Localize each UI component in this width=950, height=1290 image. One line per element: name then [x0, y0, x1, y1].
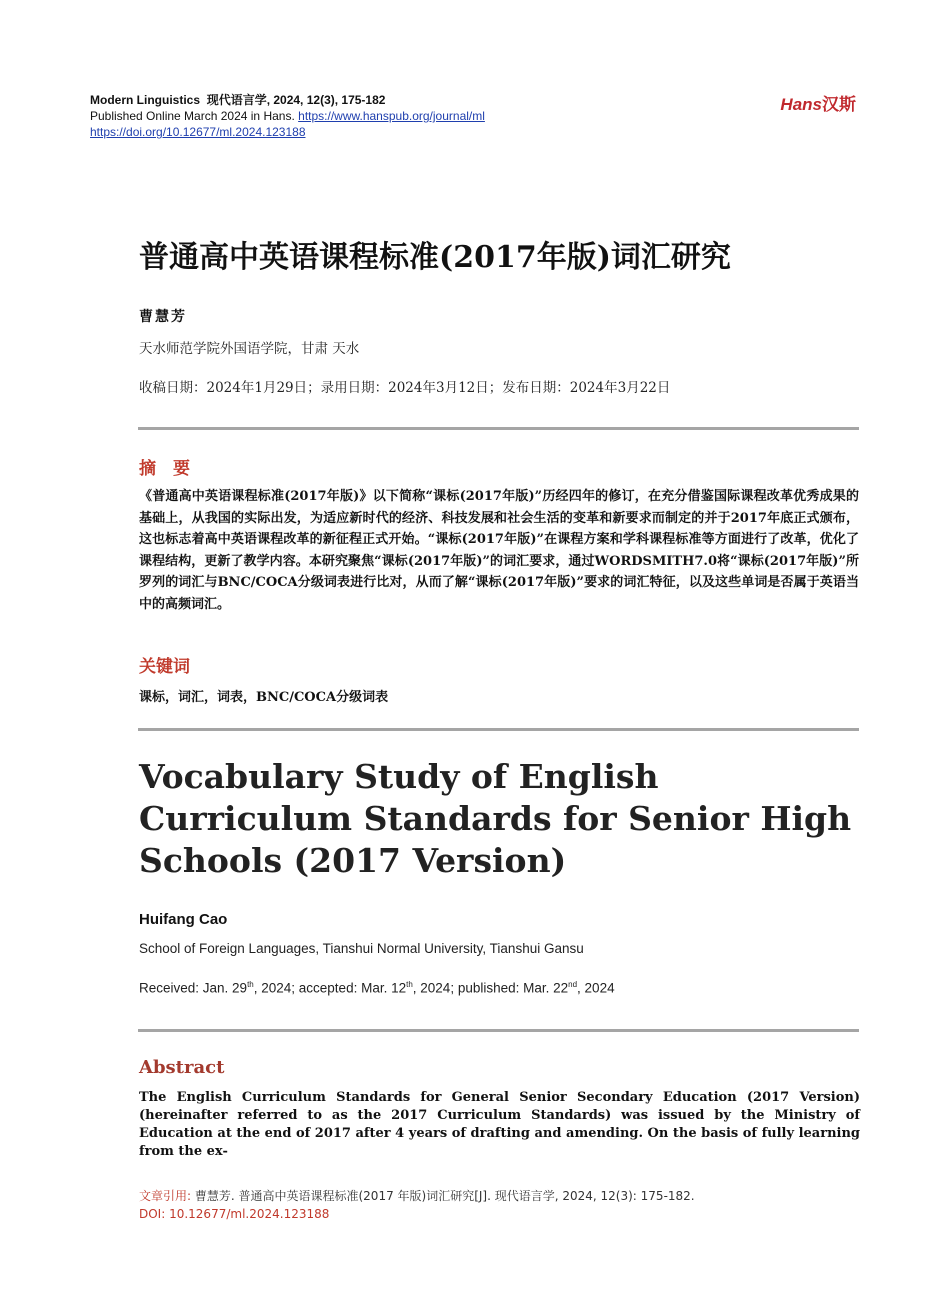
- doi-link[interactable]: https://doi.org/10.12677/ml.2024.123188: [90, 125, 306, 139]
- hans-logo: [780, 90, 856, 115]
- divider: [138, 427, 859, 430]
- cn-dates: 收稿日期：2024年1月29日；录用日期：2024年3月12日；发布日期：2024年3月22日: [139, 380, 671, 396]
- divider: [138, 1029, 859, 1032]
- citation-label: 文章引用:: [139, 1189, 192, 1203]
- year-end: , 2024: [577, 980, 615, 996]
- published-text: Published Online March 2024 in Hans.: [90, 109, 295, 123]
- cn-title: 普通高中英语课程标准(2017年版)词汇研究: [139, 240, 731, 275]
- en-abstract-heading: Abstract: [139, 1057, 225, 1078]
- published-sup: nd: [568, 980, 578, 989]
- cn-affiliation: 天水师范学院外国语学院，甘肃 天水: [139, 341, 360, 357]
- cn-keywords: 课标，词汇，词表，BNC/COCA分级词表: [139, 690, 389, 705]
- cn-abstract-heading: 摘 要: [139, 459, 190, 479]
- accepted-text: , 2024; accepted: Mar. 12: [253, 980, 407, 996]
- en-dates: [139, 980, 615, 996]
- received-sup: th: [247, 980, 254, 989]
- journal-header: [90, 92, 485, 140]
- cn-author: 曹慧芳: [139, 309, 187, 325]
- en-author: Huifang Cao: [139, 911, 228, 928]
- logo-cn-text: 汉斯: [822, 95, 856, 114]
- received-text: Received: Jan. 29: [139, 980, 248, 996]
- journal-link[interactable]: https://www.hanspub.org/journal/ml: [298, 109, 485, 123]
- journal-issue: 现代语言学, 2024, 12(3), 175-182: [206, 93, 386, 107]
- divider: [138, 728, 859, 731]
- citation-text: 曹慧芳. 普通高中英语课程标准(2017 年版)词汇研究[J]. 现代语言学, 2024, 12(3): 175-182.: [191, 1189, 695, 1203]
- citation-doi[interactable]: DOI: 10.12677/ml.2024.123188: [139, 1207, 330, 1221]
- en-abstract: The English Curriculum Standards for General Senior Secondary Education (2017 Version) (hereinafter referred to as the 2017 Curriculum Standards) was issued by the Ministry of Education at the end of 2017 after 4 years of drafting and amending. On the basis of fully learning from the ex-: [139, 1090, 860, 1159]
- en-affiliation: School of Foreign Languages, Tianshui Normal University, Tianshui Gansu: [139, 941, 584, 956]
- logo-hans-text: Hans: [780, 95, 822, 114]
- en-title: Vocabulary Study of English Curriculum Standards for Senior High Schools (2017 Version): [139, 757, 852, 880]
- accepted-sup: th: [406, 980, 413, 989]
- citation: [139, 1187, 695, 1223]
- cn-abstract: 《普通高中英语课程标准(2017年版)》以下简称“课标(2017年版)”历经四年的修订，在充分借鉴国际课程改革优秀成果的基础上，从我国的实际出发，为适应新时代的经济、科技发展和社会生活的变革和新要求而制定的并于2017年底正式颁布，这也标志着高中英语课程改革的新征程正式开始。“课标(2017年版)”在课程方案和学科课程标准等方面进行了改革，优化了课程结构，更新了教学内容。本研究聚焦“课标(2017年版)”的词汇要求，通过WORDSMITH7.0将“课标(2017年版)”所罗列的词汇与BNC/COCA分级词表进行比对，从而了解“课标(2017年版)”要求的词汇特征，以及这些单词是否属于英语当中的高频词汇。: [139, 489, 859, 612]
- published-line: [90, 108, 485, 124]
- journal-name: Modern Linguistics: [90, 93, 201, 107]
- cn-keywords-heading: 关键词: [139, 657, 190, 677]
- journal-line: [90, 92, 485, 108]
- published-text: , 2024; published: Mar. 22: [412, 980, 569, 996]
